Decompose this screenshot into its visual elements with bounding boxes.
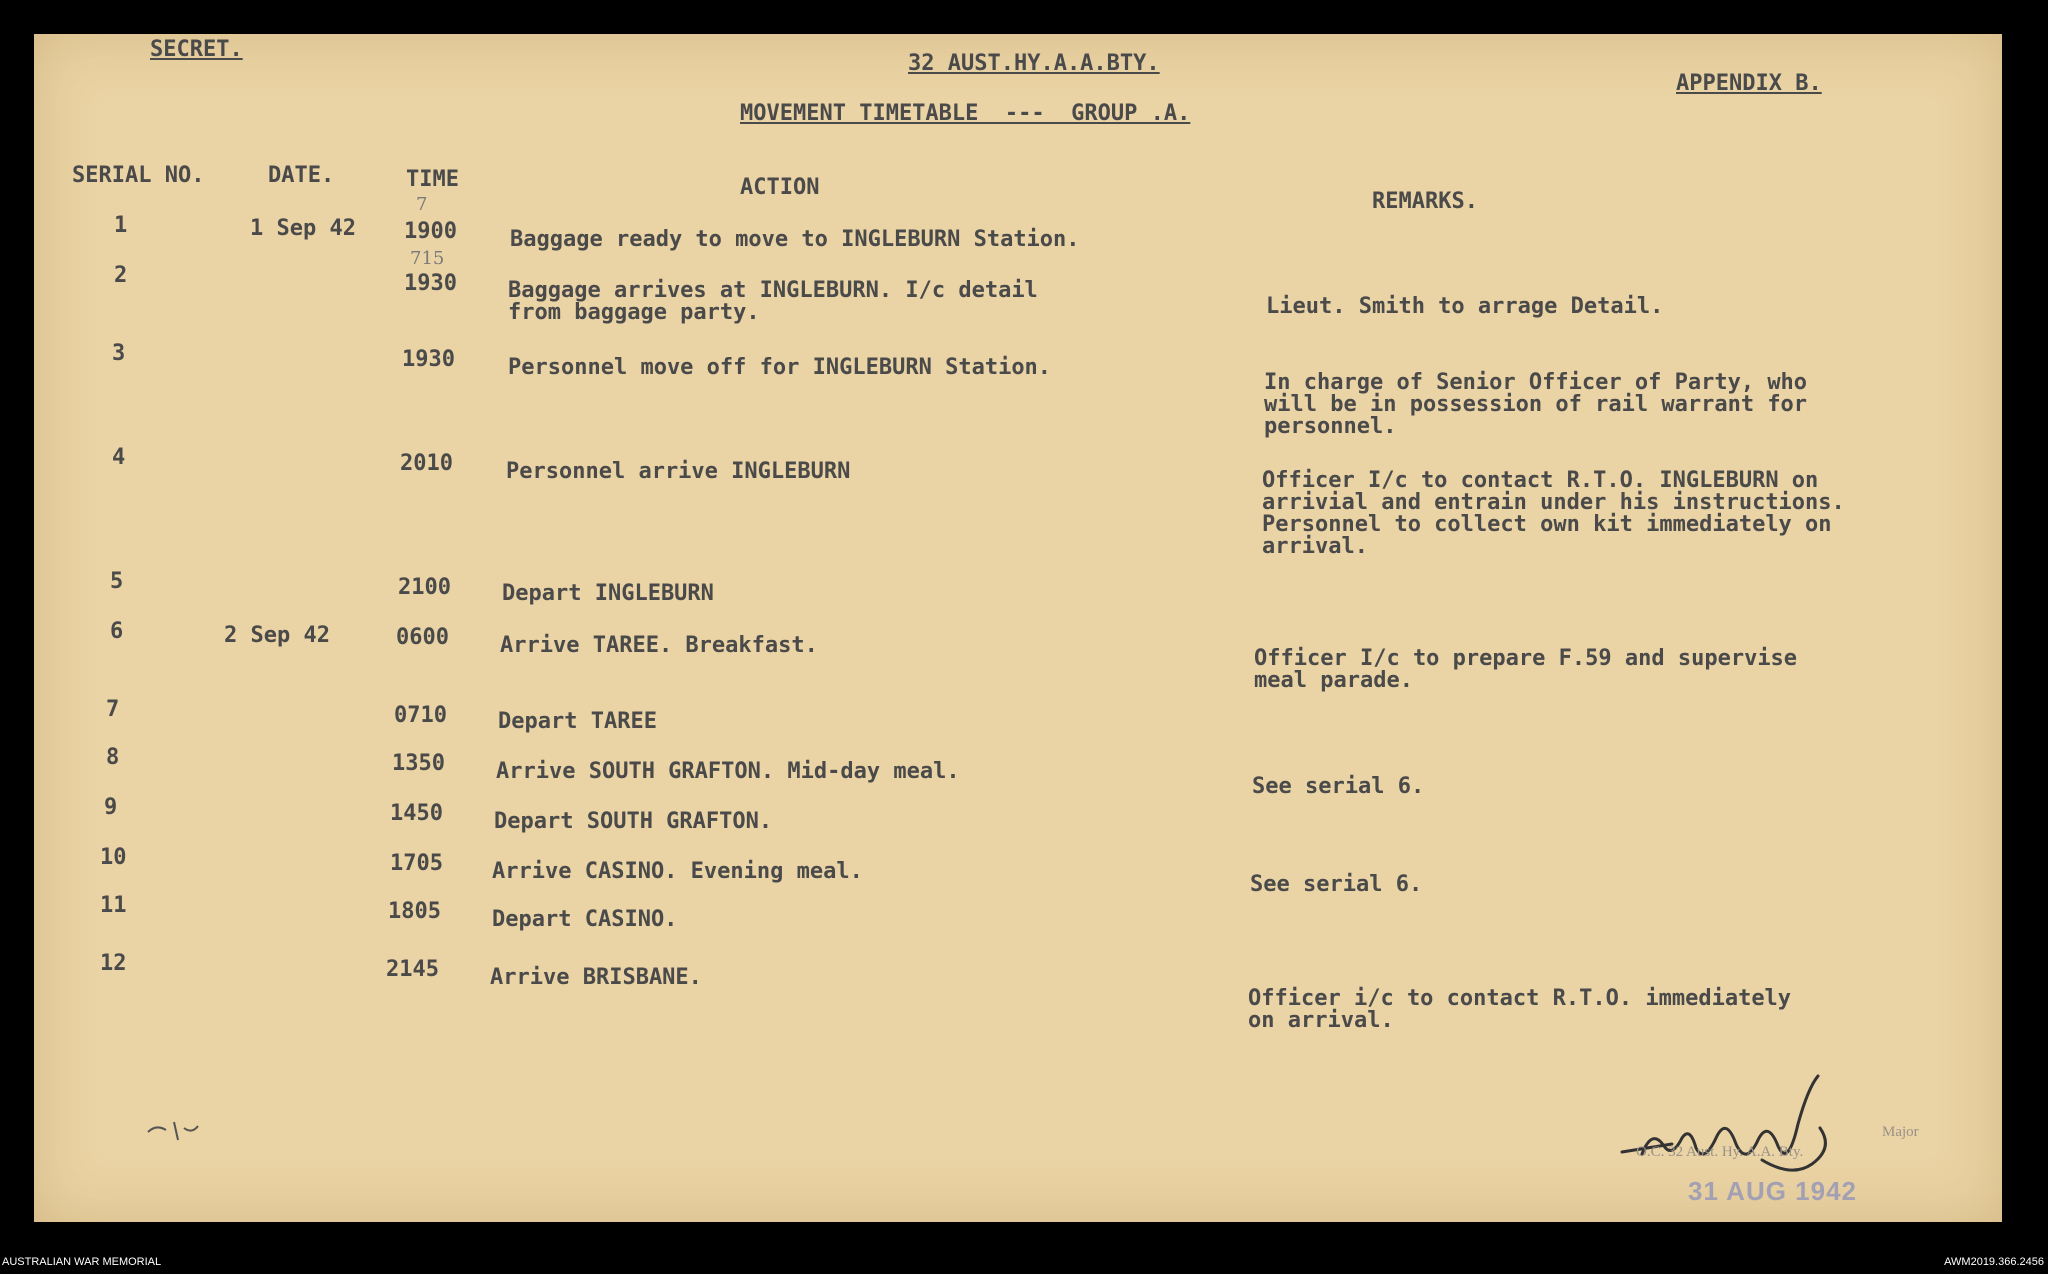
column-header-serial: SERIAL NO. <box>72 163 205 188</box>
row-time: 2010 <box>400 451 453 476</box>
row-action: Baggage ready to move to INGLEBURN Station. <box>510 227 1080 252</box>
row-action: Depart CASINO. <box>492 907 678 932</box>
row-time: 2145 <box>386 957 439 982</box>
row-time: 1930 <box>402 347 455 372</box>
row-remarks: See serial 6. <box>1252 774 1425 799</box>
column-header-time: TIME <box>406 167 459 192</box>
row-serial: 12 <box>100 951 127 976</box>
row-action: Arrive CASINO. Evening meal. <box>492 859 863 884</box>
signature-rank: Major <box>1882 1124 1919 1140</box>
row-action: Arrive TAREE. Breakfast. <box>500 633 818 658</box>
document-page <box>34 34 2002 1222</box>
signature-appointment: O.C. 32 Aust. Hy. A.A. Bty. <box>1636 1144 1804 1160</box>
row-time: 1900 <box>404 219 457 244</box>
row-action: Personnel move off for INGLEBURN Station. <box>508 355 1052 380</box>
row-action: Baggage arrives at INGLEBURN. I/c detail from baggage party. <box>508 278 1038 325</box>
date-stamp: 31 AUG 1942 <box>1688 1176 1858 1206</box>
row-time: 0710 <box>394 703 447 728</box>
row-serial: 3 <box>112 341 126 366</box>
row-remarks: Officer I/c to prepare F.59 and supervise meal parade. <box>1254 646 1798 693</box>
row-action: Depart TAREE <box>498 709 657 734</box>
row-remarks: Officer I/c to contact R.T.O. INGLEBURN on arrivial and entrain under his instructions. Personnel to collect own kit immediately on arrival. <box>1262 468 1845 559</box>
column-header-remarks: REMARKS. <box>1372 189 1478 214</box>
row-action: Arrive SOUTH GRAFTON. Mid-day meal. <box>496 759 960 784</box>
row-time: 1705 <box>390 851 443 876</box>
row-date: 1 Sep 42 <box>250 216 356 241</box>
row-remarks: Lieut. Smith to arrage Detail. <box>1266 294 1664 319</box>
unit-heading: 32 AUST.HY.A.A.BTY. <box>908 51 1160 76</box>
column-header-action: ACTION <box>740 175 820 200</box>
row-serial: 5 <box>110 569 124 594</box>
row-serial: 11 <box>100 893 127 918</box>
row-time: 2100 <box>398 575 451 600</box>
row-serial: 2 <box>114 263 128 288</box>
column-header-date: DATE. <box>268 163 335 188</box>
row-remarks: In charge of Senior Officer of Party, who will be in possession of rail warrant for personnel. <box>1264 370 1808 439</box>
document-title: MOVEMENT TIMETABLE --- GROUP .A. <box>740 101 1191 126</box>
ink-mark <box>144 1114 204 1144</box>
row-time: 1450 <box>390 801 443 826</box>
appendix-label: APPENDIX B. <box>1676 71 1822 96</box>
row-action: Depart INGLEBURN <box>502 581 714 606</box>
row-time: 1930 <box>404 271 457 296</box>
row-serial: 10 <box>100 845 127 870</box>
pencil-annotation: 7 <box>416 194 428 215</box>
row-serial: 7 <box>106 697 120 722</box>
row-remarks: See serial 6. <box>1250 872 1423 897</box>
row-time: 1350 <box>392 751 445 776</box>
row-time: 0600 <box>396 625 449 650</box>
security-classification: SECRET. <box>150 37 243 62</box>
footer-source: AUSTRALIAN WAR MEMORIAL <box>2 1256 162 1268</box>
pencil-annotation: 715 <box>410 248 445 269</box>
footer-accession-number: AWM2019.366.2456 <box>1944 1256 2044 1268</box>
row-remarks: Officer i/c to contact R.T.O. immediately on arrival. <box>1248 986 1792 1033</box>
row-action: Depart SOUTH GRAFTON. <box>494 809 773 834</box>
row-serial: 8 <box>106 745 120 770</box>
row-action: Arrive BRISBANE. <box>490 965 702 990</box>
row-time: 1805 <box>388 899 441 924</box>
row-date: 2 Sep 42 <box>224 623 330 648</box>
row-serial: 1 <box>114 213 128 238</box>
row-serial: 9 <box>104 795 118 820</box>
row-serial: 4 <box>112 445 126 470</box>
row-serial: 6 <box>110 619 124 644</box>
row-action: Personnel arrive INGLEBURN <box>506 459 851 484</box>
